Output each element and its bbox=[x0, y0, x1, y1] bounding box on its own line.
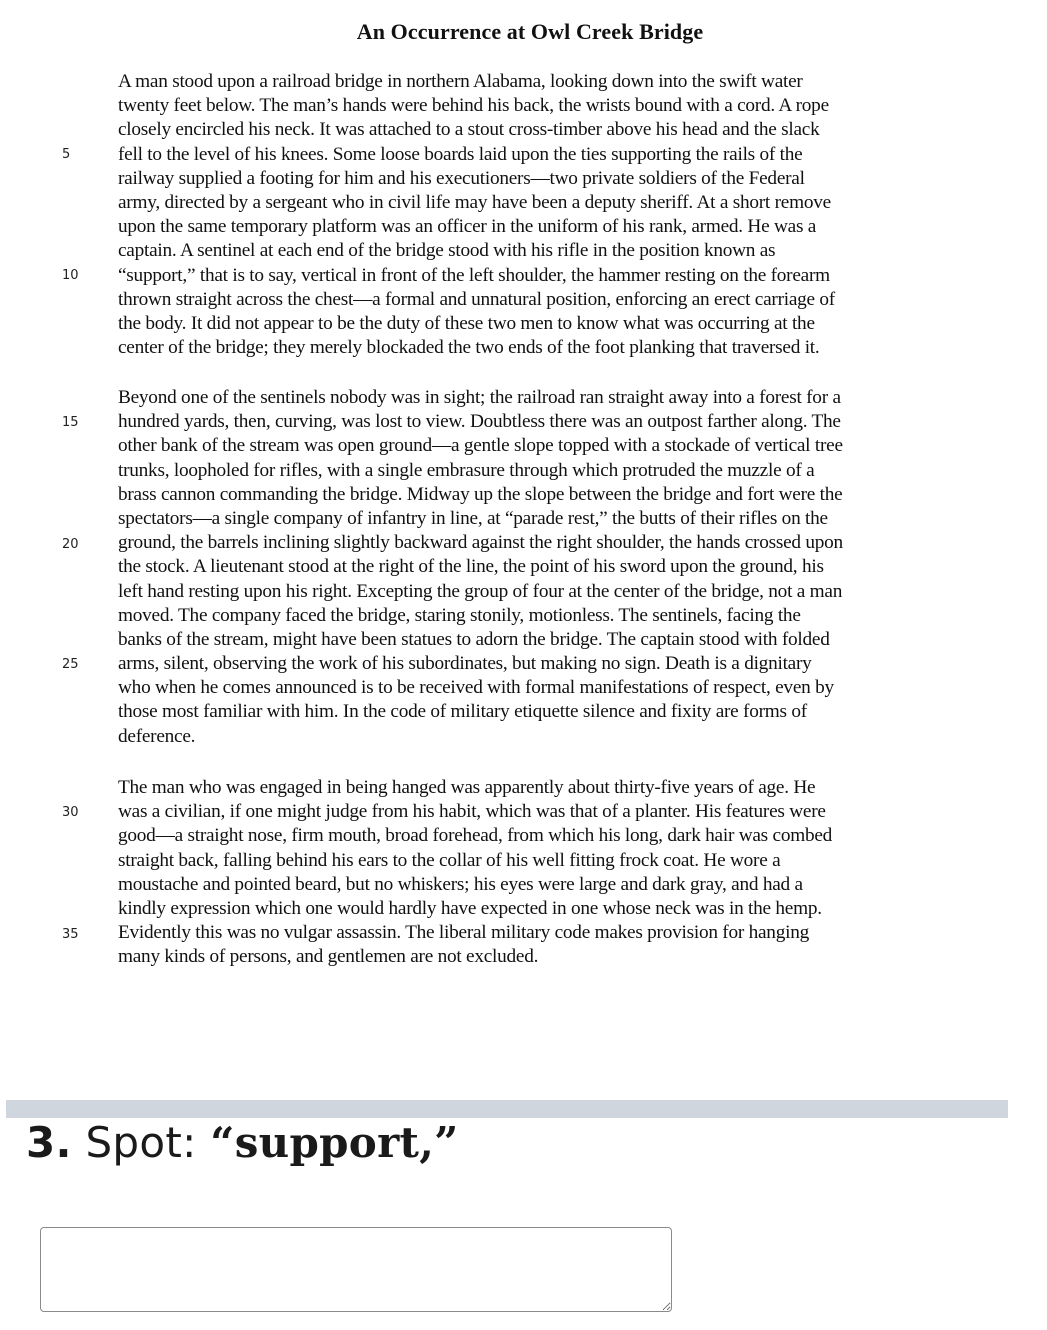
passage-line: many kinds of persons, and gentlemen are not excluded. bbox=[118, 946, 539, 968]
passage-line: ground, the barrels inclining slightly backward against the right shoulder, the hands crossed upon bbox=[118, 532, 843, 554]
passage-line: “support,” that is to say, vertical in front of the left shoulder, the hammer resting on the forearm bbox=[118, 264, 830, 286]
passage-line: was a civilian, if one might judge from his habit, which was that of a planter. His features were bbox=[118, 801, 826, 823]
line-number: 30 bbox=[62, 805, 79, 820]
passage-line: fell to the level of his knees. Some loose boards laid upon the ties supporting the rails of the bbox=[118, 143, 803, 165]
passage-line: straight back, falling behind his ears to the collar of his well fitting frock coat. He wore a bbox=[118, 849, 781, 871]
question-quote: “support,” bbox=[210, 1118, 459, 1167]
question-number: 3. bbox=[26, 1118, 72, 1167]
passage-line: banks of the stream, might have been statues to adorn the bridge. The captain stood with folded bbox=[118, 628, 830, 650]
question-label: Spot: bbox=[85, 1118, 197, 1167]
passage-line: arms, silent, observing the work of his subordinates, but making no sign. Death is a dignitary bbox=[118, 653, 812, 675]
paragraph-1 bbox=[118, 70, 958, 360]
passage-line: who when he comes announced is to be received with formal manifestations of respect, even by bbox=[118, 677, 834, 699]
passage-line: trunks, loopholed for rifles, with a single embrasure through which protruded the muzzle of a bbox=[118, 459, 815, 481]
passage-line: left hand resting upon his right. Excepting the group of four at the center of the bridge, not a man bbox=[118, 580, 843, 602]
line-number: 10 bbox=[62, 268, 79, 283]
passage-line: The man who was engaged in being hanged was apparently about thirty-five years of age. He bbox=[118, 777, 816, 798]
line-number: 25 bbox=[62, 657, 79, 672]
section-divider bbox=[6, 1100, 1008, 1118]
passage-line: moved. The company faced the bridge, staring stonily, motionless. The sentinels, facing the bbox=[118, 604, 801, 626]
passage-line: captain. A sentinel at each end of the bridge stood with his rifle in the position known as bbox=[118, 240, 776, 262]
answer-input[interactable] bbox=[40, 1227, 672, 1312]
passage-line: closely encircled his neck. It was attached to a stout cross-timber above his head and the slack bbox=[118, 119, 820, 141]
passage-line: brass cannon commanding the bridge. Midway up the slope between the bridge and fort were the bbox=[118, 483, 843, 505]
paragraph-3 bbox=[118, 776, 958, 970]
passage-line: twenty feet below. The man’s hands were behind his back, the wrists bound with a cord. A rope bbox=[118, 95, 829, 117]
passage-title: An Occurrence at Owl Creek Bridge bbox=[356, 19, 704, 44]
passage-line: moustache and pointed beard, but no whiskers; his eyes were large and dark gray, and had a bbox=[118, 873, 803, 895]
passage-line: other bank of the stream was open ground—a gentle slope topped with a stockade of vertical tree bbox=[118, 435, 843, 457]
paragraph-2 bbox=[118, 386, 958, 749]
passage-line: army, directed by a sergeant who in civil life may have been a deputy sheriff. At a short remove bbox=[118, 191, 831, 213]
passage-line: railway supplied a footing for him and his executioners—two private soldiers of the Federal bbox=[118, 167, 805, 189]
line-number: 15 bbox=[62, 415, 79, 430]
passage-line: upon the same temporary platform was an officer in the uniform of his rank, armed. He was a bbox=[118, 216, 817, 238]
passage-line: kindly expression which one would hardly have expected in one whose neck was in the hemp. bbox=[118, 897, 822, 919]
passage-line: the body. It did not appear to be the duty of these two men to know what was occurring at the bbox=[118, 312, 815, 334]
passage-line: center of the bridge; they merely blockaded the two ends of the foot planking that traversed it. bbox=[118, 337, 820, 359]
passage-line: deference. bbox=[118, 725, 196, 747]
line-number: 20 bbox=[62, 537, 79, 552]
passage-line: those most familiar with him. In the code of military etiquette silence and fixity are forms of bbox=[118, 701, 807, 723]
passage-line: good—a straight nose, firm mouth, broad forehead, from which his long, dark hair was combed bbox=[118, 825, 833, 847]
passage-line: spectators—a single company of infantry in line, at “parade rest,” the butts of their rifles on the bbox=[118, 507, 828, 529]
line-number: 35 bbox=[62, 927, 79, 942]
passage-line: Beyond one of the sentinels nobody was in sight; the railroad ran straight away into a forest for a bbox=[118, 387, 841, 408]
passage-line: the stock. A lieutenant stood at the right of the line, the point of his sword upon the ground, his bbox=[118, 556, 824, 578]
passage-line: thrown straight across the chest—a formal and unnatural position, enforcing an erect carriage of bbox=[118, 288, 835, 310]
passage-line: hundred yards, then, curving, was lost to view. Doubtless there was an outpost farther along. The bbox=[118, 411, 841, 433]
passage-line: A man stood upon a railroad bridge in northern Alabama, looking down into the swift water bbox=[118, 71, 803, 92]
passage-line: Evidently this was no vulgar assassin. The liberal military code makes provision for hanging bbox=[118, 922, 809, 944]
line-number: 5 bbox=[62, 147, 71, 162]
question-prompt bbox=[26, 1118, 459, 1167]
